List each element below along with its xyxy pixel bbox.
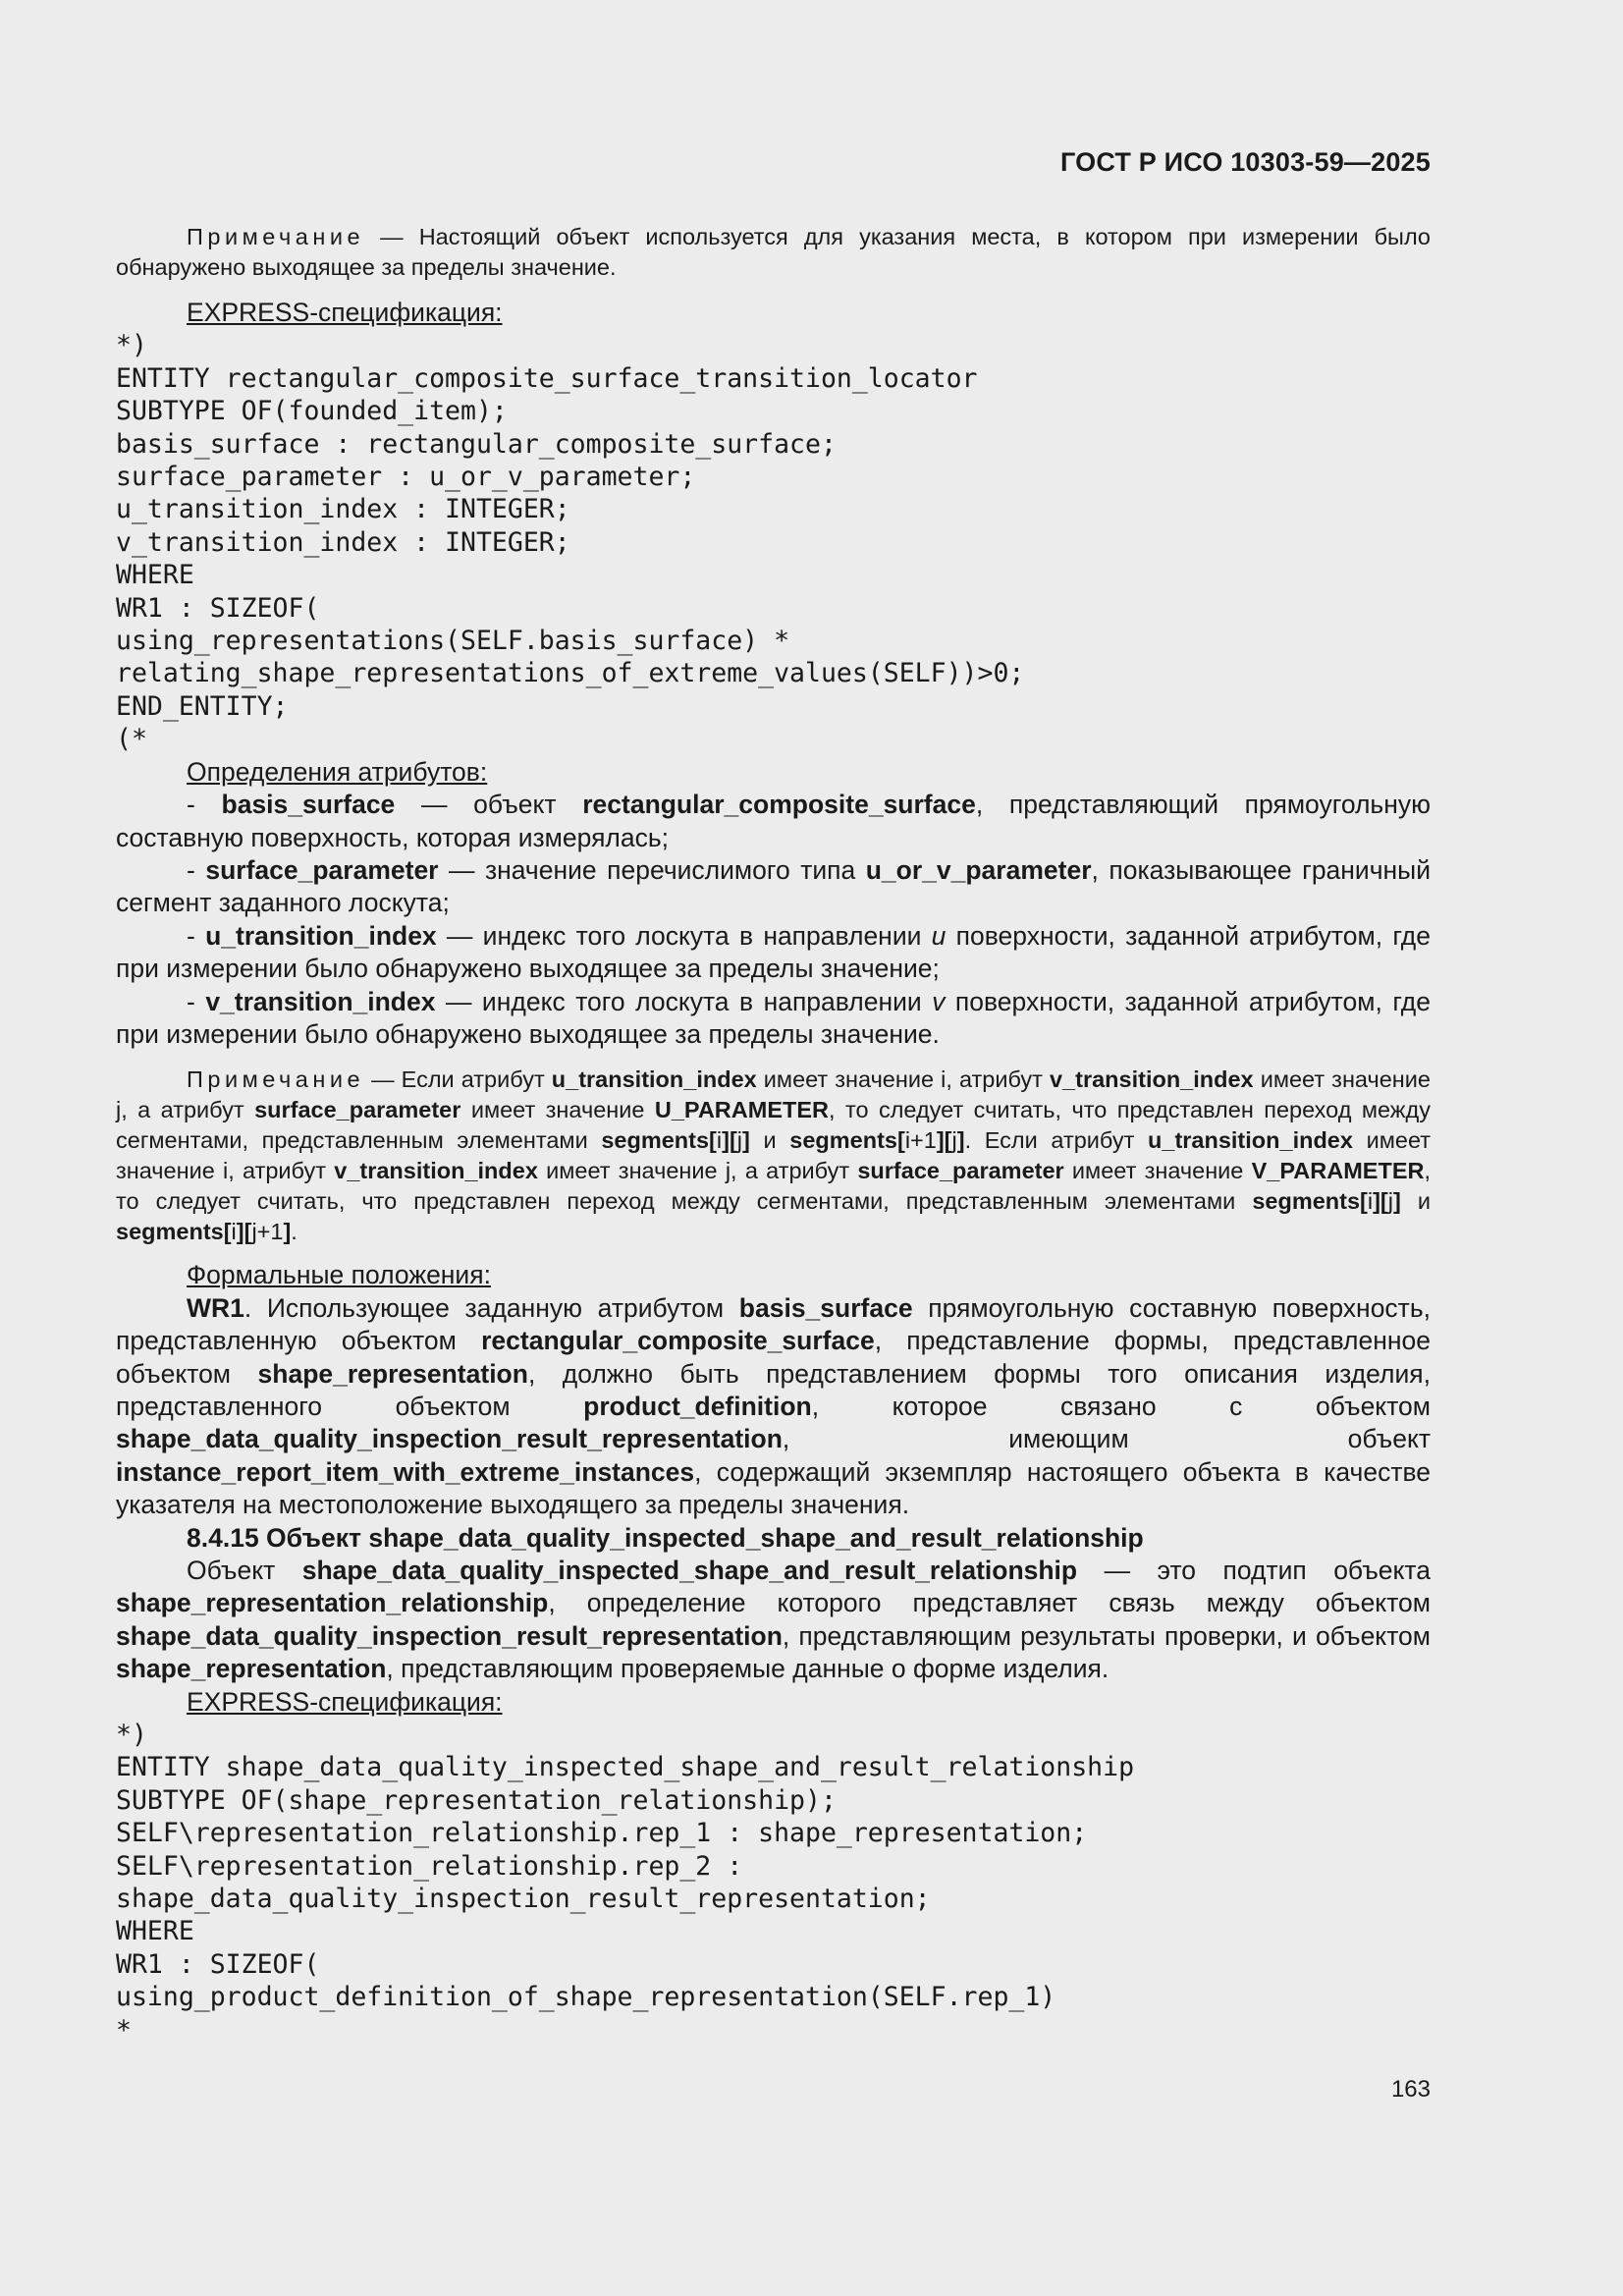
term: ][: [1373, 1188, 1388, 1215]
dash: -: [187, 790, 222, 820]
text: — значение перечислимого типа: [438, 854, 866, 885]
term: surface_parameter: [254, 1097, 461, 1123]
term: ][: [722, 1127, 737, 1154]
section-paragraph: [116, 1555, 1431, 1686]
text: — это подтип объекта: [1077, 1556, 1432, 1585]
term: basis_surface: [738, 1292, 913, 1323]
express-code-block: *) ENTITY rectangular_composite_surface_transition_locator SUBTYPE OF(founded_item); basis_surface : rectangular_composite_surface; surface_parameter : u_or_v_parameter; u_transition_index : INTEGER; v_transition_index : INTEGER; WHERE WR1 : SIZEOF( using_representations(SELF.basis_surface) * relating_shape_representations_of_extreme_values(SELF))>0; END_ENTITY; (*: [116, 330, 1025, 755]
term: instance_report_item_with_extreme_instances: [116, 1456, 695, 1487]
term: ]: [1393, 1188, 1401, 1215]
text: , имеющим объект: [782, 1424, 1431, 1454]
term: ]: [956, 1127, 965, 1154]
term: u_transition_index: [551, 1066, 757, 1093]
attribute-definition: [116, 789, 1431, 854]
attr-name: surface_parameter: [205, 854, 439, 885]
dash: -: [187, 986, 206, 1016]
direction-var: u: [931, 920, 947, 951]
note-label: Примечание: [187, 224, 365, 249]
express-heading-text: EXPRESS-спецификация:: [187, 298, 503, 327]
text: имеет значение: [1063, 1158, 1252, 1184]
term: ][: [936, 1127, 952, 1154]
text: Объект: [187, 1556, 302, 1585]
text: i: [716, 1127, 723, 1154]
express-spec-heading: [116, 1686, 1431, 1719]
text: , которое связано с объектом: [811, 1391, 1431, 1421]
text: i: [1367, 1188, 1374, 1215]
formal-rule-paragraph: [116, 1292, 1431, 1522]
text: , представляющим результаты проверки, и объектом: [782, 1620, 1431, 1651]
term: ]: [283, 1219, 292, 1245]
attribute-definition: [116, 986, 1431, 1052]
term: segments[: [601, 1127, 717, 1154]
attr-type: u_or_v_parameter: [865, 854, 1092, 885]
text: i+1: [904, 1127, 937, 1154]
text: поверхности, заданной атрибутом, где при измерении было обнаружено выходящее за пределы значение;: [116, 920, 1432, 984]
attr-name: v_transition_index: [205, 986, 436, 1016]
note-paragraph: [116, 1065, 1431, 1247]
term: U_PARAMETER: [654, 1097, 829, 1123]
text: имеет значение: [460, 1097, 655, 1123]
term: rectangular_composite_surface: [481, 1326, 875, 1356]
term: shape_representation: [257, 1358, 528, 1389]
direction-var: v: [932, 986, 946, 1016]
attr-type: rectangular_composite_surface: [582, 790, 976, 820]
text: i: [231, 1219, 237, 1245]
rule-label: WR1: [187, 1292, 244, 1323]
term: ][: [236, 1219, 252, 1245]
note-text: — Настоящий объект используется для указания места, в котором при измерении было обнаружено выходящее за пределы значение.: [116, 224, 1431, 280]
term: shape_data_quality_inspected_shape_and_result_relationship: [301, 1556, 1078, 1585]
term: V_PARAMETER: [1251, 1158, 1425, 1184]
text: имеет значение j, а атрибут: [116, 1066, 1431, 1123]
text: имеет значение i, атрибут: [756, 1066, 1050, 1093]
text: , представляющим проверяемые данные о форме изделия.: [386, 1654, 1109, 1684]
term: segments[: [1252, 1188, 1368, 1215]
term: u_transition_index: [1148, 1127, 1353, 1154]
text: имеет значение i, атрибут: [116, 1127, 1432, 1184]
text: прямоугольную составную поверхность, представленную объектом: [116, 1292, 1431, 1356]
text: — индекс того лоскута в направлении: [436, 920, 932, 951]
text: j: [1387, 1188, 1393, 1215]
text: j: [736, 1127, 743, 1154]
express-heading-text: EXPRESS-спецификация:: [187, 1686, 503, 1717]
text: , представляющий прямоугольную составную поверхность, которая измерялась;: [116, 790, 1431, 852]
document-id-header: ГОСТ Р ИСО 10303-59—2025: [1060, 147, 1431, 177]
attribute-definition: [116, 920, 1431, 986]
text: , определение которого представляет связь между объектом: [548, 1588, 1431, 1618]
text: , представление формы, представленное объектом: [116, 1326, 1431, 1389]
term: v_transition_index: [1049, 1066, 1254, 1093]
text: , должно быть представлением формы того описания изделия, представленного объектом: [116, 1358, 1431, 1421]
text: , содержащий экземпляр настоящего объекта в качестве указателя на местоположение выходящего за пределы значения.: [116, 1456, 1431, 1520]
term: shape_representation_relationship: [116, 1588, 549, 1618]
attr-name: u_transition_index: [205, 920, 437, 951]
page-content: [116, 222, 1431, 2047]
text: j+1: [251, 1219, 284, 1245]
text: , показывающее граничный сегмент заданного лоскута;: [116, 854, 1432, 918]
text: , то следует считать, что представлен переход между сегментами, представленным элементами: [116, 1097, 1431, 1154]
text: , то следует считать, что представлен переход между сегментами, представленным элементами: [116, 1158, 1431, 1215]
text: — объект: [395, 790, 583, 820]
express-code-block: *) ENTITY shape_data_quality_inspected_shape_and_result_relationship SUBTYPE OF(shape_representation_relationship); SELF\representation_relationship.rep_1 : shape_representation; SELF\representation_relationship.rep_2 : shape_data_quality_inspection_result_representation; WHERE WR1 : SIZEOF( using_product_definition_of_shape_representation(SELF.rep_1) *: [116, 1720, 1135, 2046]
term: segments[: [116, 1219, 232, 1245]
term: shape_representation: [116, 1654, 387, 1684]
term: segments[: [789, 1127, 905, 1154]
term: ]: [742, 1127, 750, 1154]
text: имеет значение j, а атрибут: [537, 1158, 858, 1184]
term: product_definition: [583, 1391, 812, 1421]
text: поверхности, заданной атрибутом, где при измерении было обнаружено выходящее за пределы значение.: [116, 986, 1432, 1049]
note-label: Примечание: [187, 1066, 365, 1093]
attribute-definition: [116, 854, 1431, 920]
section-heading: 8.4.15 Объект shape_data_quality_inspected_shape_and_result_relationship: [187, 1522, 1144, 1553]
attributes-heading-text: Определения атрибутов:: [187, 756, 488, 787]
attributes-heading: [116, 756, 1431, 789]
note-paragraph: [116, 222, 1431, 283]
text: — индекс того лоскута в направлении: [435, 986, 933, 1016]
text: j: [951, 1127, 957, 1154]
page-number: 163: [1390, 2076, 1431, 2103]
formal-heading-text: Формальные положения:: [187, 1260, 491, 1290]
dash: -: [187, 854, 206, 885]
term: shape_data_quality_inspection_result_representation: [116, 1620, 783, 1651]
term: shape_data_quality_inspection_result_representation: [116, 1424, 783, 1454]
term: v_transition_index: [334, 1158, 538, 1184]
text: . Если атрибут: [964, 1127, 1149, 1154]
formal-provisions-heading: [116, 1259, 1431, 1291]
text: . Использующее заданную атрибутом: [243, 1292, 739, 1323]
term: surface_parameter: [857, 1158, 1064, 1184]
attr-name: basis_surface: [221, 790, 396, 820]
text: .: [291, 1219, 298, 1245]
dash: -: [187, 920, 206, 951]
text: и: [749, 1127, 790, 1154]
express-spec-heading: [116, 297, 1431, 329]
text: — Если атрибут: [364, 1066, 552, 1093]
text: и: [1400, 1188, 1431, 1215]
